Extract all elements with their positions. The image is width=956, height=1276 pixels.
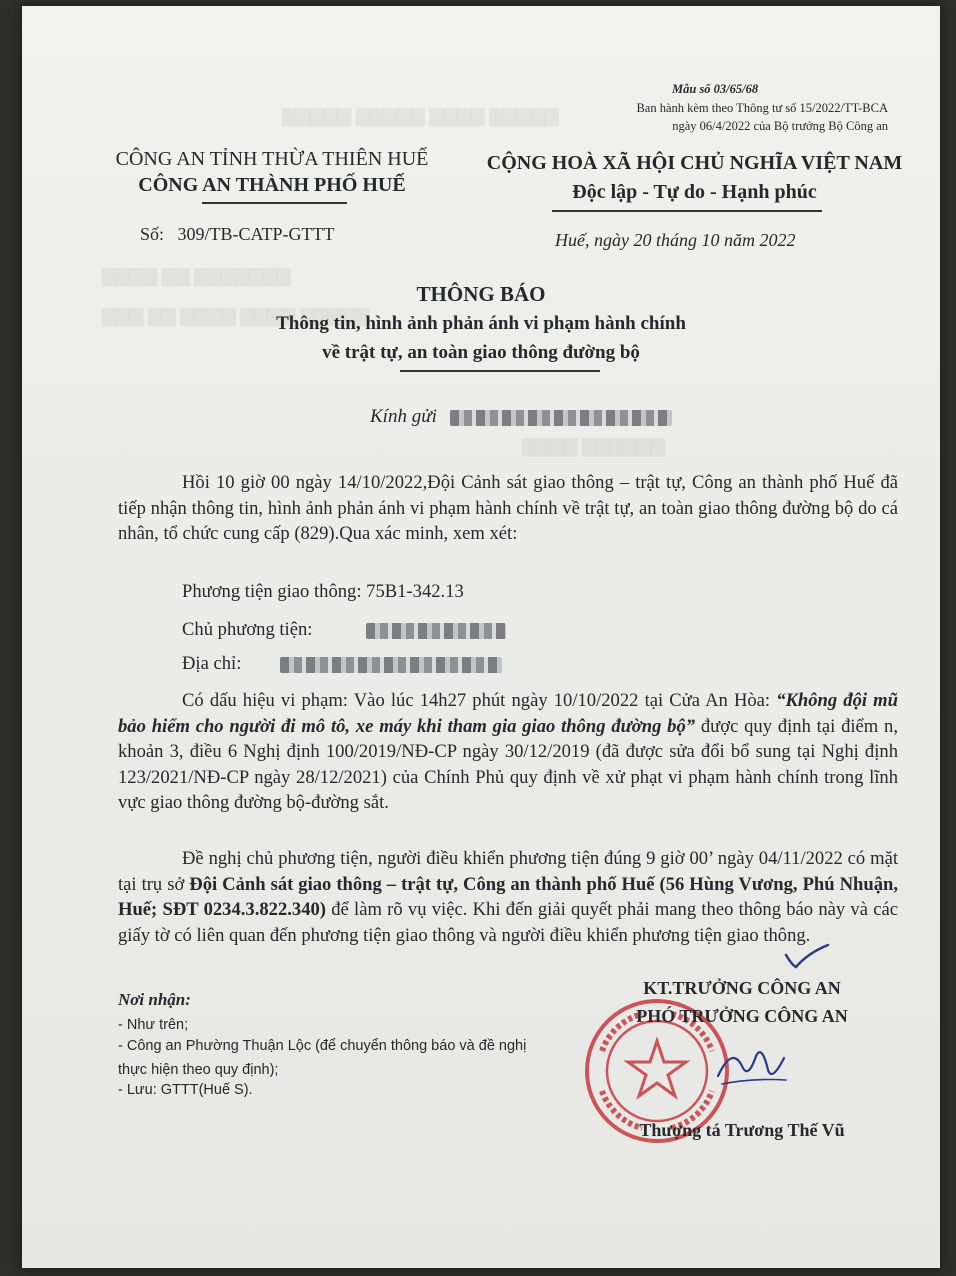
owner-field <box>182 619 312 641</box>
agency-underline <box>202 202 347 204</box>
redacted-recipient <box>450 410 672 426</box>
violation-description: “Không đội mũ bảo hiểm cho người đi mô tô, xe máy khi tham gia giao thông đường bộ” <box>118 690 898 737</box>
document-number-label: Số: <box>140 224 165 244</box>
request-instructions: để làm rõ vụ việc. Khi đến giải quyết phải mang theo thông báo này và các giấy tờ có liên quan đến phương tiện giao thông và người điều khiển phương tiện giao thông. <box>118 899 898 946</box>
document-subtitle-2: về trật tự, an toàn giao thông đường bộ <box>322 342 640 363</box>
title-underline <box>400 370 600 372</box>
parent-agency: CÔNG AN TỈNH THỪA THIÊN HUẾ <box>115 148 429 170</box>
owner-label: Chủ phương tiện: <box>182 619 313 640</box>
paragraph-intro: Hồi 10 giờ 00 ngày 14/10/2022,Đội Cảnh sát giao thông – trật tự, Công an thành phố Huế đã tiếp nhận thông tin, hình ảnh phản ánh vi phạm hành chính về trật tự, an toàn giao thông đường bộ do cá nhân, tổ chức cung cấp (829).Qua xác minh, xem xét: <box>118 472 898 545</box>
request-intro: Đề nghị chủ phương tiện, người điều khiển phương tiện đúng 9 giờ 00’ ngày 04/11/2022 có mặt tại trụ sở <box>118 848 898 895</box>
address-label: Địa chỉ: <box>182 653 242 674</box>
recipient-item: - Công an Phường Thuận Lộc (để chuyển thông báo và đề nghị thực hiện theo quy định); <box>118 1038 527 1078</box>
show-through-text: ▇▇▇▇ ▇▇ ▇▇▇▇▇▇▇ <box>102 266 291 286</box>
show-through-text: ▇▇▇ ▇▇ ▇▇▇▇ ▇▇▇▇ ▇▇▇▇▇ <box>102 306 370 326</box>
issuing-agency: CÔNG AN THÀNH PHỐ HUẾ <box>138 174 406 196</box>
form-note-line-1: Ban hành kèm theo Thông tư số 15/2022/TT-BCA <box>636 101 888 115</box>
form-note <box>568 99 888 135</box>
handwritten-signature <box>712 1036 792 1096</box>
recipients-title: Nơi nhận: <box>118 990 191 1009</box>
national-motto: Độc lập - Tự do - Hạnh phúc <box>572 181 817 203</box>
document-page <box>22 6 940 1268</box>
form-code: Mẫu số 03/65/68 <box>672 82 759 96</box>
place-and-date: Huế, ngày 20 tháng 10 năm 2022 <box>555 230 796 250</box>
recipient-item: - Như trên; <box>118 1017 189 1033</box>
address-field <box>182 653 241 675</box>
ink-check-mark <box>782 941 832 971</box>
vehicle-field <box>182 581 464 603</box>
signature-title-2: PHÓ TRƯỞNG CÔNG AN <box>636 1006 848 1026</box>
show-through-text: ▇▇▇▇ ▇▇▇▇▇▇ <box>522 436 665 456</box>
document-subtitle-1: Thông tin, hình ảnh phản ánh vi phạm hành chính <box>276 313 686 334</box>
redacted-address <box>280 657 502 673</box>
vehicle-label: Phương tiện giao thông: <box>182 581 362 602</box>
redacted-owner <box>366 623 506 639</box>
motto-underline <box>552 210 822 212</box>
paragraph-violation <box>118 688 898 816</box>
form-note-line-2: ngày 06/4/2022 của Bộ trưởng Bộ Công an <box>672 119 888 133</box>
recipient-item: - Lưu: GTTT(Huế S). <box>118 1082 253 1098</box>
show-through-text: ▇▇▇▇▇ ▇▇▇▇▇ ▇▇▇▇ ▇▇▇▇▇ <box>282 106 559 126</box>
violation-intro: Có dấu hiệu vi phạm: Vào lúc 14h27 phút ngày 10/10/2022 tại Cửa An Hòa: <box>182 690 777 711</box>
document-number <box>140 224 335 245</box>
vehicle-plate: 75B1-342.13 <box>366 581 464 602</box>
country-name: CỘNG HOÀ XÃ HỘI CHỦ NGHĨA VIỆT NAM <box>486 152 903 174</box>
greeting-label: Kính gửi <box>370 406 437 427</box>
document-title: THÔNG BÁO <box>416 282 546 306</box>
paragraph-request <box>118 846 898 948</box>
violation-legal-basis: được quy định tại điểm n, khoản 3, điều 6 Nghị định 100/2019/NĐ-CP ngày 30/12/2019 (đã được sửa đổi bổ sung tại Nghị định 123/2021/NĐ-CP ngày 28/12/2021) của Chính Phủ quy định về xử phạt vi phạm hành chính trong lĩnh vực giao thông đường bộ-đường sắt. <box>118 715 898 814</box>
greeting <box>370 406 437 428</box>
document-number-value: 309/TB-CATP-GTTT <box>177 224 335 244</box>
request-location: Đội Cảnh sát giao thông – trật tự, Công an thành phố Huế (56 Hùng Vương, Phú Nhuận, Huế; SĐT 0234.3.822.340) <box>118 873 898 921</box>
signature-title-1: KT.TRƯỞNG CÔNG AN <box>643 978 841 998</box>
signer-name: Thượng tá Trương Thế Vũ <box>639 1120 845 1140</box>
